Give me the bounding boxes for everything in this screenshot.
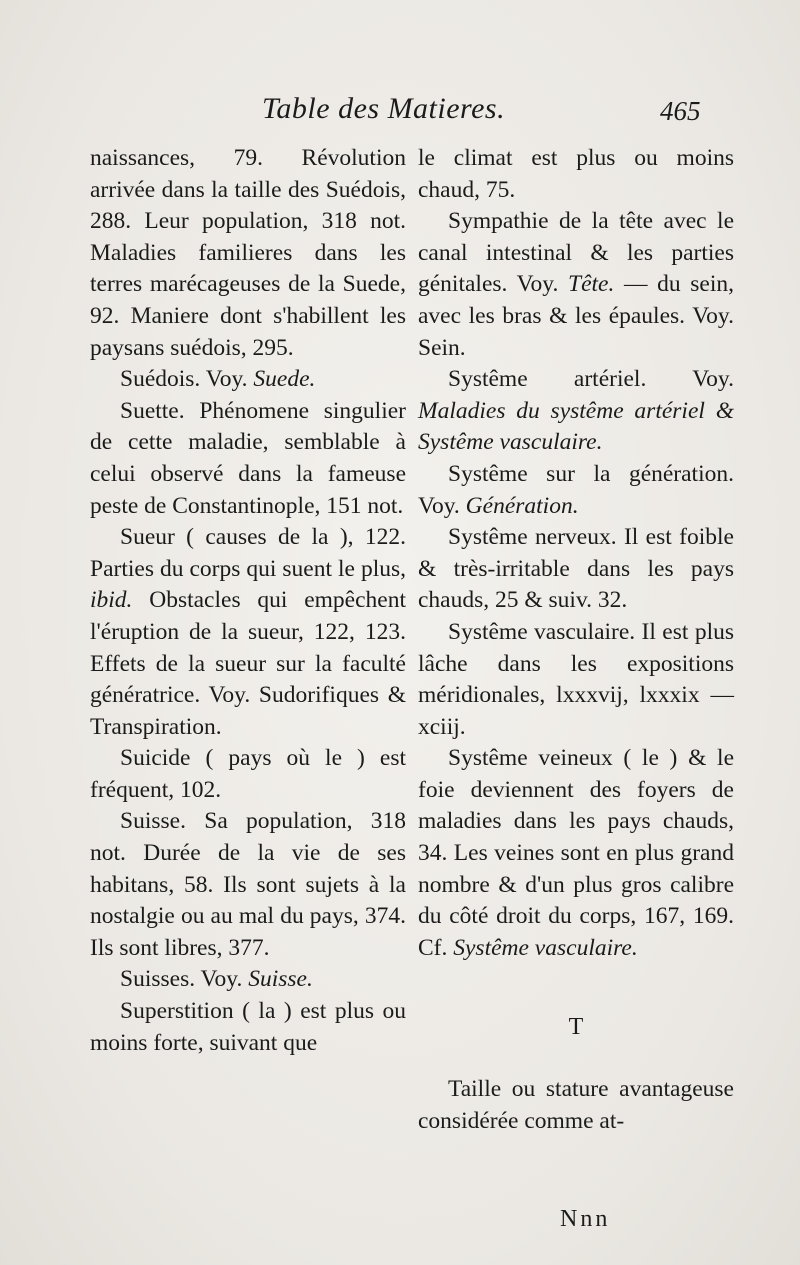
- entry-text: Sueur ( causes de la ), 122. Parties du corps qui suent le plus,: [90, 524, 406, 582]
- entry-text: naissances, 79. Révolution arrivée dans la taille des Suédois, 288. Leur population, 318 not. Maladies familieres dans les terres marécageuses de la Suede, 92. Maniere dont s'habillent les paysans suédois, 295.: [90, 145, 406, 361]
- index-entry: [90, 996, 406, 1059]
- index-entry: [90, 964, 406, 996]
- index-entry: [418, 617, 734, 743]
- entry-text: Systême nerveux. Il est foible & très-irritable dans les pays chauds, 25 & suiv. 32.: [418, 524, 734, 614]
- left-column: [90, 143, 406, 1059]
- index-entry: [418, 364, 734, 459]
- index-entry: [90, 143, 406, 364]
- index-entry: [418, 1074, 734, 1137]
- entry-text: Systême veineux ( le ) & le foie deviennent des foyers de maladies dans les pays chauds, 34. Les veines sont en plus grand nombre & d'un plus gros calibre du côté droit du corps, 167, 169. Cf.: [418, 745, 734, 961]
- entry-cross-reference: Suede.: [253, 366, 316, 393]
- index-entry: [90, 743, 406, 806]
- index-entry: [418, 522, 734, 617]
- entry-continuation: — du sein, avec les bras & les épaules. Voy. Sein.: [418, 271, 734, 361]
- entry-text: Systême sur la génération. Voy.: [418, 460, 734, 519]
- page-number: 465: [660, 96, 701, 126]
- entry-cross-reference: Maladies du systême artériel & Systême vasculaire.: [418, 397, 734, 456]
- index-entry: [418, 459, 734, 522]
- entry-continuation: Obstacles qui empêchent l'éruption de la sueur, 122, 123. Effets de la sueur sur la faculté génératrice. Voy. Sudorifiques & Transpiration.: [90, 587, 406, 740]
- index-entry: [418, 743, 734, 964]
- index-entry: [90, 806, 406, 964]
- entry-text: Suédois. Voy.: [120, 366, 254, 393]
- right-column: [418, 143, 734, 1137]
- index-entry: [418, 143, 734, 206]
- entry-cross-reference: Systême vasculaire.: [453, 934, 638, 961]
- index-entry: [90, 396, 406, 522]
- entry-text: Suette. Phénomene singulier de cette maladie, semblable à celui observé dans la fameuse peste de Constantinople, 151 not.: [90, 397, 406, 519]
- index-entry: [90, 522, 406, 743]
- section-letter: T: [568, 1014, 584, 1041]
- entry-text: Suisse. Sa population, 318 not. Durée de la vie de ses habitans, 58. Ils sont sujets à la nostalgie ou au mal du pays, 374. Ils sont libres, 377.: [90, 808, 406, 961]
- signature-mark: Nnn: [560, 1206, 611, 1232]
- entry-text: Suisses. Voy.: [120, 966, 249, 993]
- entry-text: Superstition ( la ) est plus ou moins forte, suivant que: [90, 998, 406, 1056]
- running-title: Table des Matieres.: [262, 92, 506, 125]
- entry-cross-reference: Tête.: [568, 271, 615, 298]
- entry-text: Sympathie de la tête avec le canal intestinal & les parties génitales. Voy.: [418, 208, 734, 298]
- entry-text: Systême artériel. Voy.: [448, 366, 734, 393]
- page-header: [0, 92, 800, 132]
- entry-cross-reference: ibid.: [90, 587, 133, 614]
- entry-cross-reference: Génération.: [465, 492, 579, 519]
- entry-cross-reference: Suisse.: [248, 966, 313, 993]
- entry-text: Systême vasculaire. Il est plus lâche dans les expositions méridionales, lxxxvij, lxxxix — xciij.: [418, 618, 734, 740]
- entry-text: Taille ou stature avantageuse considérée comme at-: [418, 1076, 734, 1134]
- index-entry: [418, 206, 734, 364]
- entry-text: Suicide ( pays où le ) est fréquent, 102.: [90, 745, 406, 803]
- entry-text: le climat est plus ou moins chaud, 75.: [418, 145, 734, 203]
- index-entry: [90, 364, 406, 396]
